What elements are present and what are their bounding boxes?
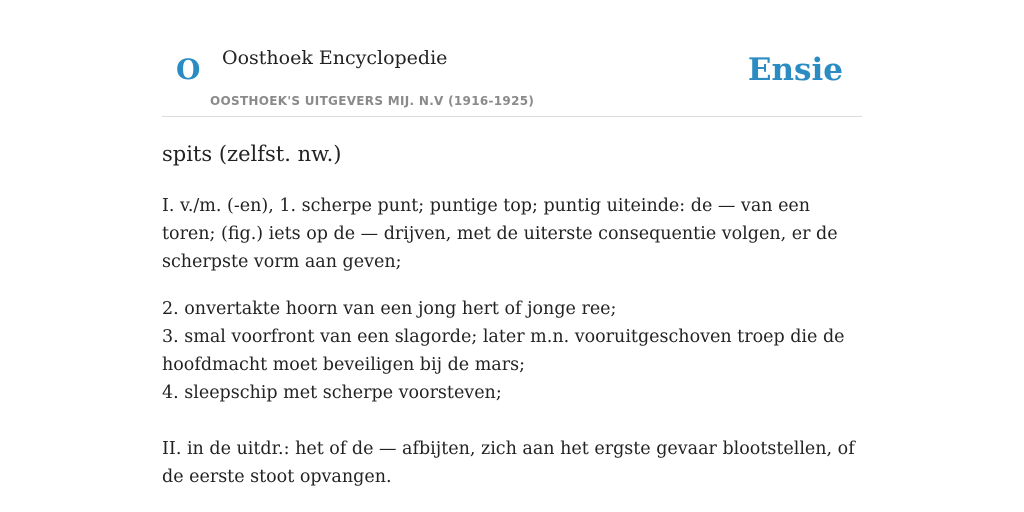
definition-paragraph-1: I. v./m. (-en), 1. scherpe punt; puntige top; puntig uiteinde: de — van een toren; (fig.) iets op de — drijven, met de uiterste consequentie volgen, er de scherpste vorm aan geven; xyxy=(162,196,838,272)
definition-list xyxy=(162,295,862,407)
page xyxy=(162,0,862,512)
definition-paragraph-2: II. in de uitdr.: het of de — afbijten, zich aan het ergste gevaar blootstellen, of de eerste stoot opvangen. xyxy=(162,439,855,487)
brand-logo[interactable]: Ensie xyxy=(747,52,843,88)
site-title[interactable]: Oosthoek Encyclopedie xyxy=(222,47,448,69)
entry-title: spits (zelfst. nw.) xyxy=(162,142,342,166)
definition-item-3: 3. smal voorfront van een slagorde; later m.n. vooruitgeschoven troep die de hoofdmacht moet beveiligen bij de mars; xyxy=(162,327,845,375)
definition-item-2: 2. onvertakte hoorn van een jong hert of jonge ree; xyxy=(162,299,617,319)
logo-icon[interactable]: O xyxy=(176,53,201,86)
site-subtitle: OOSTHOEK'S UITGEVERS MIJ. N.V (1916-1925) xyxy=(210,94,535,108)
definition-item-4: 4. sleepschip met scherpe voorsteven; xyxy=(162,383,502,403)
site-header xyxy=(162,0,862,117)
